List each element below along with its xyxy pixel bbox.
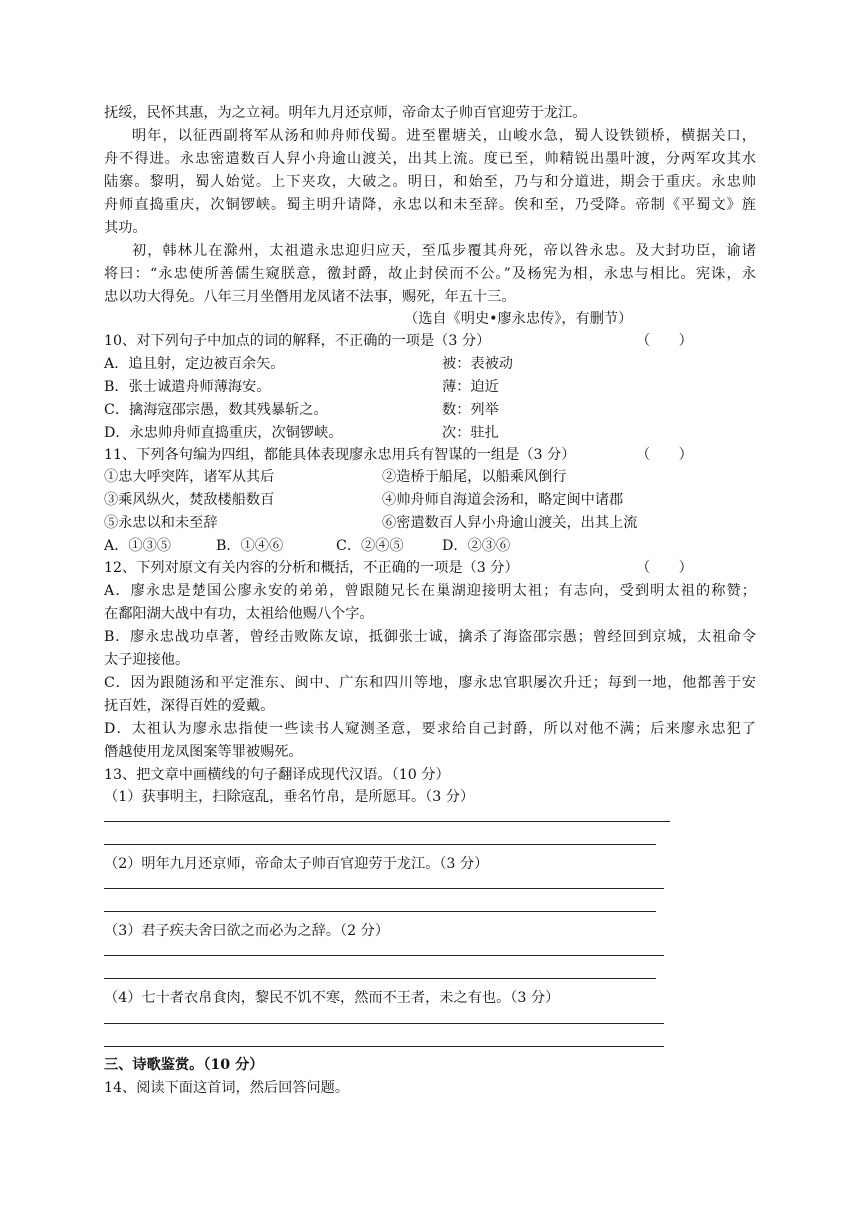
answer-line-2b: [104, 911, 656, 912]
q12-option-d-line-1: D．太祖认为廖永忠指使一些读书人窥测圣意，要求给自己封爵，所以对他不满；后来廖永忠犯了: [104, 721, 756, 737]
q10-option-c-gloss: 数：列举: [442, 402, 499, 418]
q11-stem: 11、下列各句编为四组，都能具体表现廖永忠用兵有智谋的一组是（3 分）: [104, 447, 576, 463]
q11-item-3: ③乘风纵火，焚敌楼船数百: [104, 492, 275, 508]
passage-line-1: 抚绥，民怀其惠，为之立祠。明年九月还京师，帝命太子帅百官迎劳于龙江。: [104, 105, 587, 121]
q10-option-a-gloss: 被：表被动: [442, 356, 513, 372]
passage-line-5: 舟师直捣重庆，次铜锣峡。蜀主明升请降，永忠以和未至辞。俟和至，乃受降。帝制《平蜀文》旌: [104, 197, 756, 213]
q10-stem: 10、对下列句子中加点的词的解释，不正确的一项是（3 分）: [104, 333, 491, 349]
passage-line-6: 其功。: [104, 220, 147, 236]
q12-option-b-line-1: B．廖永忠战功卓著，曾经击败陈友谅，抵御张士诚，擒杀了海盗邵宗愚；曾经回到京城，太祖命令: [104, 629, 756, 645]
q12-option-b-line-2: 太子迎接他。: [104, 652, 190, 668]
q10-answer-paren: （ ）: [636, 333, 693, 349]
q13-item-2: （2）明年九月还京师，帝命太子帅百官迎劳于龙江。（3 分）: [104, 856, 489, 872]
q12-option-d-line-2: 僭越使用龙凤图案等罪被赐死。: [104, 744, 303, 760]
passage-line-9: 忠以功大得免。八年三月坐僭用龙凤诸不法事，赐死，年五十三。: [104, 289, 516, 305]
q14-stem: 14、阅读下面这首词，然后回答问题。: [104, 1080, 350, 1096]
passage-source: （选自《明史•廖永忠传》，有删节）: [404, 311, 633, 327]
q11-choice-b: B．①④⑥: [216, 538, 284, 554]
q12-option-c-line-2: 抚百姓，深得百姓的爱戴。: [104, 698, 275, 714]
q10-option-b-gloss: 薄：迫近: [442, 379, 499, 395]
q11-item-5: ⑤永忠以和未至辞: [104, 515, 218, 531]
q12-option-a-line-1: A．廖永忠是楚国公廖永安的弟弟，曾跟随兄长在巢湖迎接明太祖；有志向，受到明太祖的称赞；: [104, 583, 756, 599]
q12-option-c-line-1: C．因为跟随汤和平定淮东、闽中、广东和四川等地，廖永忠官职屡次升迁；每到一地，他都善于安: [104, 675, 756, 691]
passage-line-7: 初，韩林儿在滁州，太祖遣永忠迎归应天，至瓜步覆其舟死，帝以咎永忠。及大封功臣，谕诸: [132, 243, 756, 259]
q11-item-4: ④帅舟师自海道会汤和，略定闽中诸郡: [382, 492, 624, 508]
q10-option-b: B．张士诚遣舟师薄海安。: [104, 379, 271, 395]
passage-line-2: 明年，以征西副将军从汤和帅舟师伐蜀。进至瞿塘关，山峻水急，蜀人设铁锁桥，横据关口，: [132, 128, 756, 144]
passage-line-8: 将曰：“永忠使所善儒生窥朕意，徼封爵，故止封侯而不公。”及杨宪为相，永忠与相比。宪诛，永: [104, 266, 756, 282]
q13-stem: 13、把文章中画横线的句子翻译成现代汉语。（10 分）: [104, 767, 450, 783]
answer-line-2a: [104, 888, 664, 889]
q13-item-3: （3）君子疾夫舍曰欲之而必为之辞。（2 分）: [104, 923, 390, 939]
answer-line-3a: [104, 955, 664, 956]
passage-line-4: 陆寨。黎明，蜀人始觉。上下夹攻，大破之。明日，和始至，乃与和分道进，期会于重庆。永忠帅: [104, 174, 756, 190]
q13-item-1: （1）获事明主，扫除寇乱，垂名竹帛，是所愿耳。（3 分）: [104, 789, 475, 805]
section-3-heading: 三、诗歌鉴赏。（10 分）: [104, 1057, 264, 1073]
q13-item-4: （4）七十者衣帛食肉，黎民不饥不寒，然而不王者，未之有也。（3 分）: [104, 990, 560, 1006]
q12-stem: 12、下列对原文有关内容的分析和概括，不正确的一项是（3 分）: [104, 560, 519, 576]
passage-line-3: 舟不得进。永忠密遣数百人舁小舟逾山渡关，出其上流。度已至，帅精锐出墨叶渡，分两军攻其水: [104, 151, 756, 167]
q10-option-d-gloss: 次：驻扎: [442, 425, 499, 441]
q10-option-d: D．永忠帅舟师直捣重庆，次铜锣峡。: [104, 425, 343, 441]
answer-line-4a: [104, 1023, 664, 1024]
answer-line-1a: [104, 821, 670, 822]
q11-choice-d: D．②③⑥: [442, 538, 511, 554]
q11-answer-paren: （ ）: [636, 447, 693, 463]
answer-line-1b: [104, 844, 656, 845]
q11-choice-a: A．①③⑤: [104, 538, 171, 554]
q11-item-1: ①忠大呼突阵，诸军从其后: [104, 469, 275, 485]
answer-line-4b: [104, 1046, 664, 1047]
q11-item-2: ②造桥于船尾，以船乘风倒行: [382, 469, 567, 485]
answer-line-3b: [104, 978, 656, 979]
q10-option-c: C．擒海寇邵宗愚，数其残暴斩之。: [104, 402, 328, 418]
q12-answer-paren: （ ）: [636, 560, 693, 576]
q11-choice-c: C．②④⑤: [336, 538, 404, 554]
q12-option-a-line-2: 在鄱阳湖大战中有功，太祖给他赐八个字。: [104, 606, 374, 622]
q10-option-a: A．追且射，定边被百余矢。: [104, 356, 285, 372]
q11-item-6: ⑥密遣数百人舁小舟逾山渡关，出其上流: [382, 515, 638, 531]
